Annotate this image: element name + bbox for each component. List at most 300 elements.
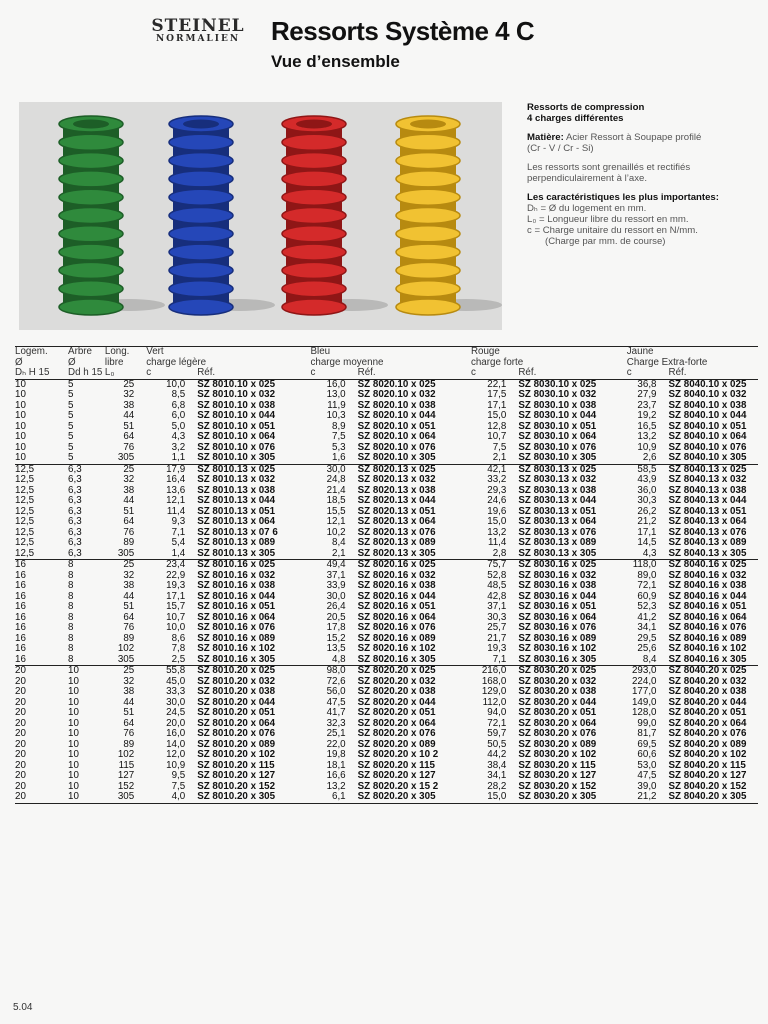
table-row [15, 432, 758, 443]
cell-c-bleu: 18,5 [326, 495, 346, 506]
cell-ref-bleu: SZ 8020.13 x 032 [357, 474, 436, 485]
cell-ref-vert: SZ 8010.16 x 076 [197, 622, 276, 633]
description-panel [527, 102, 759, 247]
cell-ref-vert: SZ 8010.13 x 025 [197, 464, 310, 475]
cell-dh: 12,5 [15, 464, 68, 475]
cell-ref-jaune: SZ 8040.10 x 044 [668, 410, 747, 421]
table-row [15, 538, 758, 549]
cell-dd: 6,3 [68, 474, 82, 485]
table-row [15, 792, 758, 803]
cell-ref-rouge: SZ 8030.10 x 044 [518, 410, 597, 421]
cell-ref-rouge: SZ 8030.10 x 076 [518, 441, 597, 453]
cell-ref-bleu: SZ 8020.20 x 15 2 [357, 780, 439, 792]
cell-c-bleu: 6,1 [310, 792, 357, 803]
cell-ref-vert: SZ 8010.16 x 089 [197, 632, 276, 644]
cell-c-bleu: 16,0 [310, 379, 357, 390]
cell-length: 115 [118, 759, 135, 771]
col-head-c-jaune: c [627, 368, 669, 379]
cell-ref-vert: SZ 8010.13 x 305 [197, 547, 276, 559]
table-row [15, 390, 758, 401]
cell-dd: 6,3 [68, 484, 82, 496]
material-label: Matière: [527, 132, 564, 143]
brand-logo [144, 18, 252, 44]
col-head-libre: libre [104, 356, 124, 368]
cell-c-rouge: 44,2 [487, 749, 507, 760]
green-spring [59, 116, 165, 315]
cell-c-vert: 22,9 [166, 569, 186, 581]
cell-ref-rouge: SZ 8030.13 x 064 [518, 516, 597, 527]
cell-c-bleu: 1,6 [332, 452, 346, 463]
cell-c-jaune: 128,0 [631, 707, 657, 718]
cell-c-vert: 3,2 [171, 441, 186, 453]
cell-dh: 16 [15, 560, 68, 571]
cell-c-vert: 7,1 [171, 526, 186, 538]
desc-head-2: 4 charges différentes [527, 113, 624, 124]
cell-c-bleu: 49,4 [310, 560, 357, 571]
cell-ref-vert: SZ 8010.10 x 051 [197, 420, 276, 432]
cell-c-bleu: 20,5 [326, 611, 346, 623]
cell-c-rouge: 59,7 [487, 728, 507, 739]
cell-c-vert: 9,3 [171, 516, 186, 527]
cell-c-bleu: 8,9 [332, 420, 346, 432]
cell-ref-rouge: SZ 8030.10 x 032 [518, 389, 597, 400]
cell-dh: 20 [15, 792, 68, 803]
col-head-ref-bleu: Réf. [358, 368, 471, 379]
cell-dh: 16 [15, 611, 26, 623]
cell-ref-bleu: SZ 8020.10 x 076 [357, 441, 436, 453]
cell-c-bleu: 30,0 [310, 464, 357, 475]
cell-ref-vert: SZ 8010.13 x 038 [197, 484, 276, 496]
cell-c-jaune: 2,6 [642, 452, 657, 463]
cell-c-vert: 30,0 [166, 696, 186, 708]
cell-ref-jaune: SZ 8040.20 x 102 [668, 749, 747, 760]
cell-c-bleu: 72,6 [326, 675, 346, 687]
cell-ref-jaune: SZ 8040.13 x 076 [668, 526, 747, 538]
cell-ref-rouge: SZ 8030.13 x 051 [518, 505, 597, 517]
cell-c-rouge: 30,3 [487, 611, 507, 623]
cell-ref-bleu: SZ 8020.10 x 032 [357, 389, 436, 400]
table-row [15, 602, 758, 613]
cell-c-bleu: 98,0 [310, 666, 357, 677]
cell-ref-jaune: SZ 8040.10 x 305 [668, 452, 747, 463]
cell-c-jaune: 19,2 [637, 410, 657, 421]
cell-ref-jaune: SZ 8040.16 x 076 [668, 622, 747, 633]
cell-dd: 10 [68, 738, 79, 750]
cell-dd: 5 [68, 420, 74, 432]
table-row [15, 549, 758, 560]
cell-c-bleu: 22,0 [326, 738, 346, 750]
cell-c-vert: 9,5 [171, 770, 186, 781]
cell-ref-jaune: SZ 8040.16 x 089 [668, 632, 747, 644]
cell-ref-rouge: SZ 8030.13 x 038 [518, 484, 597, 496]
page-subtitle: Vue d’ensemble [271, 52, 400, 71]
cell-ref-vert: SZ 8010.13 x 032 [197, 474, 276, 485]
cell-c-bleu: 10,3 [326, 410, 346, 421]
cell-c-jaune: 21,2 [627, 792, 669, 803]
cell-length: 305 [117, 547, 135, 559]
cell-c-jaune: 10,9 [637, 441, 657, 453]
cell-c-rouge: 2,8 [492, 547, 507, 559]
cell-dh: 20 [15, 707, 26, 718]
cell-c-vert: 17,1 [166, 590, 186, 602]
cell-c-jaune: 23,7 [637, 399, 657, 411]
cell-ref-vert: SZ 8010.20 x 089 [197, 738, 276, 750]
cell-c-rouge: 24,6 [487, 495, 507, 506]
cell-dd: 10 [68, 675, 79, 687]
cell-c-vert: 7,5 [171, 780, 186, 792]
table-group [15, 560, 758, 666]
table-row [15, 411, 758, 422]
cell-c-jaune: 34,1 [637, 622, 657, 633]
cell-ref-rouge: SZ 8030.16 x 305 [518, 653, 597, 665]
cell-c-vert: 17,9 [146, 464, 197, 475]
cell-c-jaune: 224,0 [631, 675, 657, 687]
cell-ref-bleu: SZ 8020.20 x 089 [357, 738, 436, 750]
cell-c-vert: 14,0 [166, 738, 186, 750]
cell-dd: 6,3 [68, 547, 82, 559]
cell-c-bleu: 10,2 [326, 526, 346, 538]
cell-c-rouge: 2,1 [492, 452, 507, 463]
cell-ref-vert: SZ 8010.10 x 064 [197, 431, 276, 442]
cell-ref-vert: SZ 8010.10 x 076 [197, 441, 276, 453]
col-head-jaune: Jaune [627, 347, 669, 358]
cell-length: 127 [117, 770, 135, 781]
table-row [15, 560, 758, 571]
cell-length: 51 [123, 420, 135, 432]
cell-c-rouge: 216,0 [471, 666, 518, 677]
table-row [15, 655, 758, 666]
cell-ref-bleu: SZ 8020.13 x 064 [357, 516, 436, 527]
cell-c-vert: 5,4 [171, 537, 186, 548]
cell-ref-rouge: SZ 8030.10 x 038 [518, 399, 597, 411]
logo-line-1: STEINEL [151, 16, 245, 36]
cell-c-vert: 10,0 [146, 379, 197, 390]
cell-dh: 10 [15, 431, 26, 442]
cell-c-jaune: 89,0 [637, 569, 657, 581]
cell-ref-jaune: SZ 8040.20 x 115 [668, 759, 746, 771]
cell-dh: 10 [15, 410, 26, 421]
cell-c-vert: 6,8 [171, 399, 186, 411]
cell-ref-jaune: SZ 8040.16 x 044 [668, 590, 747, 602]
cell-dd: 5 [68, 452, 74, 463]
cell-ref-rouge: SZ 8030.10 x 051 [518, 420, 597, 432]
cell-ref-vert: SZ 8010.10 x 038 [197, 399, 276, 411]
page-title: Ressorts Système 4 C [271, 16, 535, 46]
cell-c-vert: 6,0 [171, 410, 186, 421]
cell-ref-jaune: SZ 8040.20 x 076 [668, 728, 747, 739]
cell-c-vert: 8,6 [171, 632, 186, 644]
col-head-charge-legere: charge légère [146, 356, 207, 368]
cell-length: 44 [123, 410, 135, 421]
cell-c-rouge: 21,7 [487, 632, 507, 644]
cell-length: 64 [123, 611, 135, 623]
cell-dd: 10 [68, 759, 79, 771]
cell-c-rouge: 11,4 [488, 537, 507, 548]
cell-c-vert: 12,1 [166, 495, 186, 506]
cell-dh: 16 [15, 653, 26, 665]
cell-dh: 12,5 [15, 495, 35, 506]
cell-dd: 10 [68, 728, 79, 739]
cell-c-jaune: 13,2 [637, 431, 657, 442]
cell-c-rouge: 34,1 [487, 770, 507, 781]
cell-ref-vert: SZ 8010.20 x 115 [197, 759, 275, 771]
page-number: 5.04 [13, 1002, 33, 1013]
table-row [15, 517, 758, 528]
cell-c-jaune: 17,1 [637, 526, 657, 538]
cell-c-jaune: 16,5 [637, 420, 657, 432]
cell-c-bleu: 16,6 [326, 770, 346, 781]
cell-c-rouge: 29,3 [487, 484, 507, 496]
cell-ref-jaune: SZ 8040.20 x 089 [668, 738, 747, 750]
cell-dd: 6,3 [68, 537, 82, 548]
cell-ref-jaune: SZ 8040.13 x 089 [668, 537, 747, 548]
col-head-c-vert: c [146, 368, 197, 379]
cell-ref-bleu: SZ 8020.16 x 064 [357, 611, 436, 623]
cell-ref-bleu: SZ 8020.13 x 025 [358, 464, 471, 475]
table-row [15, 687, 758, 698]
cell-c-jaune: 52,3 [637, 601, 657, 612]
cell-dh: 20 [15, 759, 26, 771]
cell-length: 76 [123, 728, 135, 739]
col-head-ref-rouge: Réf. [518, 368, 626, 379]
cell-c-vert: 10,0 [166, 622, 186, 633]
cell-ref-bleu: SZ 8020.20 x 305 [358, 792, 471, 803]
cell-c-jaune: 29,5 [637, 632, 657, 644]
cell-c-jaune: 21,2 [637, 516, 657, 527]
treatment-line-1: Les ressorts sont grenaillés et rectifiés [527, 162, 691, 173]
cell-c-jaune: 293,0 [627, 666, 669, 677]
cell-length: 32 [123, 569, 135, 581]
cell-dh: 10 [15, 420, 26, 432]
cell-c-jaune: 72,1 [637, 580, 657, 591]
cell-length: 51 [123, 601, 135, 612]
cell-dd: 5 [68, 389, 74, 400]
cell-c-rouge: 42,1 [471, 464, 518, 475]
cell-ref-jaune: SZ 8040.16 x 064 [668, 611, 747, 623]
cell-ref-rouge: SZ 8030.16 x 064 [518, 611, 597, 623]
cell-dd: 10 [68, 749, 79, 760]
cell-c-rouge: 7,5 [492, 441, 507, 453]
cell-ref-bleu: SZ 8020.10 x 305 [357, 452, 436, 463]
cell-length: 25 [105, 464, 146, 475]
cell-c-rouge: 17,5 [487, 389, 507, 400]
cell-dh: 16 [15, 622, 26, 633]
cell-c-jaune: 118,0 [627, 560, 669, 571]
lo-definition: L₀ = Longueur libre du ressort en mm. [527, 214, 689, 225]
cell-ref-vert: SZ 8010.10 x 032 [197, 389, 276, 400]
cell-ref-vert: SZ 8010.10 x 305 [197, 452, 276, 463]
cell-c-vert: 1,4 [171, 547, 186, 559]
cell-c-bleu: 30,0 [326, 590, 346, 602]
material-text-2: (Cr - V / Cr - Si) [527, 143, 594, 154]
cell-c-jaune: 14,5 [637, 537, 657, 548]
cell-c-rouge: 168,0 [481, 675, 507, 687]
cell-ref-rouge: SZ 8030.16 x 076 [518, 622, 597, 633]
cell-length: 25 [105, 379, 146, 390]
cell-ref-rouge: SZ 8030.20 x 305 [518, 792, 626, 803]
cell-dh: 12,5 [15, 505, 35, 517]
cell-ref-bleu: SZ 8020.13 x 076 [357, 526, 436, 538]
cell-c-bleu: 8,4 [332, 537, 346, 548]
cell-c-rouge: 19,6 [487, 505, 507, 517]
cell-ref-bleu: SZ 8020.20 x 076 [357, 728, 436, 739]
cell-c-rouge: 50,5 [487, 738, 507, 750]
cell-c-bleu: 19,8 [326, 749, 346, 760]
springs-photo [19, 102, 502, 330]
cell-c-bleu: 13,5 [326, 643, 346, 654]
table-row [15, 475, 758, 486]
cell-dd: 6,3 [68, 516, 82, 527]
cell-c-vert: 19,3 [166, 580, 186, 591]
cell-dh: 20 [15, 738, 26, 750]
cell-length: 89 [123, 738, 135, 750]
cell-c-jaune: 27,9 [637, 389, 657, 400]
cell-c-vert: 16,0 [166, 728, 186, 739]
cell-c-rouge: 15,0 [487, 516, 507, 527]
cell-ref-bleu: SZ 8020.13 x 038 [357, 484, 436, 496]
col-head-bleu: Bleu [310, 347, 357, 358]
cell-c-bleu: 21,4 [326, 484, 346, 496]
cell-c-rouge: 7,1 [492, 653, 507, 665]
cell-dh: 16 [15, 601, 26, 612]
cell-dd: 10 [68, 666, 105, 677]
cell-length: 152 [117, 780, 135, 792]
cell-ref-rouge: SZ 8030.20 x 044 [518, 696, 597, 708]
cell-dh: 16 [15, 632, 26, 644]
cell-ref-vert: SZ 8010.13 x 044 [197, 495, 276, 506]
cell-ref-bleu: SZ 8020.16 x 089 [357, 632, 436, 644]
cell-c-rouge: 129,0 [481, 686, 507, 697]
cell-length: 89 [123, 632, 135, 644]
cell-ref-jaune: SZ 8040.10 x 025 [669, 379, 759, 390]
cell-ref-jaune: SZ 8040.16 x 102 [668, 643, 747, 654]
cell-dh: 20 [15, 717, 26, 729]
cell-c-bleu: 15,2 [326, 632, 346, 644]
cell-ref-vert: SZ 8010.16 x 051 [197, 601, 276, 612]
cell-c-bleu: 47,5 [326, 696, 346, 708]
cell-ref-rouge: SZ 8030.20 x 051 [518, 707, 597, 718]
c-definition-note: (Charge par mm. de course) [545, 236, 666, 247]
col-head-arbre: Arbre [68, 347, 105, 358]
cell-c-rouge: 42,8 [487, 590, 507, 602]
col-head-logem: Logem. [15, 347, 68, 358]
cell-ref-vert: SZ 8010.16 x 305 [197, 653, 276, 665]
col-head-charge-forte: charge forte [470, 356, 524, 368]
cell-c-vert: 4,0 [146, 792, 197, 803]
cell-c-jaune: 99,0 [637, 717, 657, 729]
cell-c-bleu: 33,9 [326, 580, 346, 591]
cell-length: 305 [117, 452, 135, 463]
table-group [15, 379, 758, 464]
table-row [15, 496, 758, 507]
cell-dd: 6,3 [68, 495, 82, 506]
cell-c-jaune: 26,2 [637, 505, 657, 517]
cell-dh: 20 [15, 749, 26, 760]
cell-dh: 12,5 [15, 516, 35, 527]
cell-ref-bleu: SZ 8020.20 x 044 [357, 696, 436, 708]
cell-c-rouge: 17,1 [487, 399, 507, 411]
cell-ref-rouge: SZ 8030.16 x 025 [518, 560, 626, 571]
cell-c-rouge: 112,0 [482, 696, 507, 708]
cell-ref-bleu: SZ 8020.16 x 025 [358, 560, 471, 571]
cell-dd: 8 [68, 653, 74, 665]
col-head-ref-jaune: Réf. [669, 368, 759, 379]
cell-ref-rouge: SZ 8030.16 x 044 [518, 590, 597, 602]
cell-c-jaune: 4,3 [642, 547, 657, 559]
cell-c-bleu: 12,1 [326, 516, 346, 527]
col-head-lo: L₀ [105, 368, 146, 379]
cell-c-rouge: 33,2 [487, 474, 507, 485]
cell-length: 64 [123, 717, 135, 729]
cell-ref-bleu: SZ 8020.10 x 064 [357, 431, 436, 442]
cell-ref-jaune: SZ 8040.13 x 051 [668, 505, 747, 517]
cell-dh: 20 [15, 770, 26, 781]
cell-ref-vert: SZ 8010.20 x 044 [197, 696, 276, 708]
cell-length: 38 [123, 686, 135, 697]
cell-ref-bleu: SZ 8020.10 x 051 [357, 420, 436, 432]
cell-ref-bleu: SZ 8020.16 x 044 [357, 590, 436, 602]
cell-length: 64 [123, 431, 135, 442]
cell-length: 32 [123, 675, 135, 687]
cell-ref-jaune: SZ 8040.13 x 064 [668, 516, 747, 527]
cell-c-rouge: 13,2 [487, 526, 507, 538]
cell-c-jaune: 30,3 [637, 495, 657, 506]
col-head-long: Long. [105, 347, 146, 358]
cell-ref-jaune: SZ 8040.10 x 038 [668, 399, 747, 411]
cell-c-jaune: 25,6 [637, 643, 657, 654]
table-row [15, 623, 758, 634]
cell-ref-rouge: SZ 8030.13 x 025 [518, 464, 626, 475]
col-head-c-rouge: c [471, 368, 518, 379]
cell-c-vert: 7,8 [171, 643, 186, 654]
cell-ref-rouge: SZ 8030.20 x 025 [518, 666, 626, 677]
cell-c-bleu: 26,4 [326, 601, 346, 612]
springs-table [15, 346, 758, 804]
cell-length: 76 [123, 622, 135, 633]
cell-dd: 8 [68, 632, 74, 644]
cell-ref-rouge: SZ 8030.13 x 089 [518, 537, 597, 548]
cell-ref-bleu: SZ 8020.16 x 102 [357, 643, 436, 654]
cell-ref-rouge: SZ 8030.13 x 044 [518, 495, 597, 506]
cell-dh: 16 [15, 569, 26, 581]
cell-c-bleu: 7,5 [332, 431, 346, 442]
cell-c-rouge: 28,2 [487, 780, 507, 792]
cell-dh: 20 [15, 686, 26, 697]
col-head-charge-moyenne: charge moyenne [310, 356, 384, 368]
dh-definition: Dₕ = Ø du logement en mm. [527, 203, 647, 214]
cell-ref-bleu: SZ 8020.20 x 025 [358, 666, 471, 677]
cell-ref-vert: SZ 8010.16 x 064 [197, 611, 276, 623]
blue-spring [169, 116, 275, 315]
cell-c-jaune: 81,7 [637, 728, 657, 739]
cell-ref-vert: SZ 8010.16 x 025 [197, 560, 310, 571]
cell-ref-jaune: SZ 8040.13 x 038 [668, 484, 747, 496]
cell-c-vert: 45,0 [166, 675, 186, 687]
cell-ref-jaune: SZ 8040.20 x 032 [668, 675, 747, 687]
cell-c-vert: 55,8 [146, 666, 197, 677]
cell-dd: 10 [68, 696, 79, 708]
cell-length: 76 [123, 526, 135, 538]
cell-ref-vert: SZ 8010.20 x 305 [197, 792, 310, 803]
col-head-arbre-diam: Ø [68, 356, 76, 368]
cell-dh: 12,5 [15, 537, 35, 548]
col-head-rouge: Rouge [471, 347, 518, 358]
cell-ref-bleu: SZ 8020.16 x 076 [357, 622, 436, 633]
characteristics-head: Les caractéristiques les plus importantes: [527, 192, 719, 203]
table-row [15, 771, 758, 782]
desc-head-1: Ressorts de compression [527, 102, 645, 113]
table-row [15, 750, 758, 761]
